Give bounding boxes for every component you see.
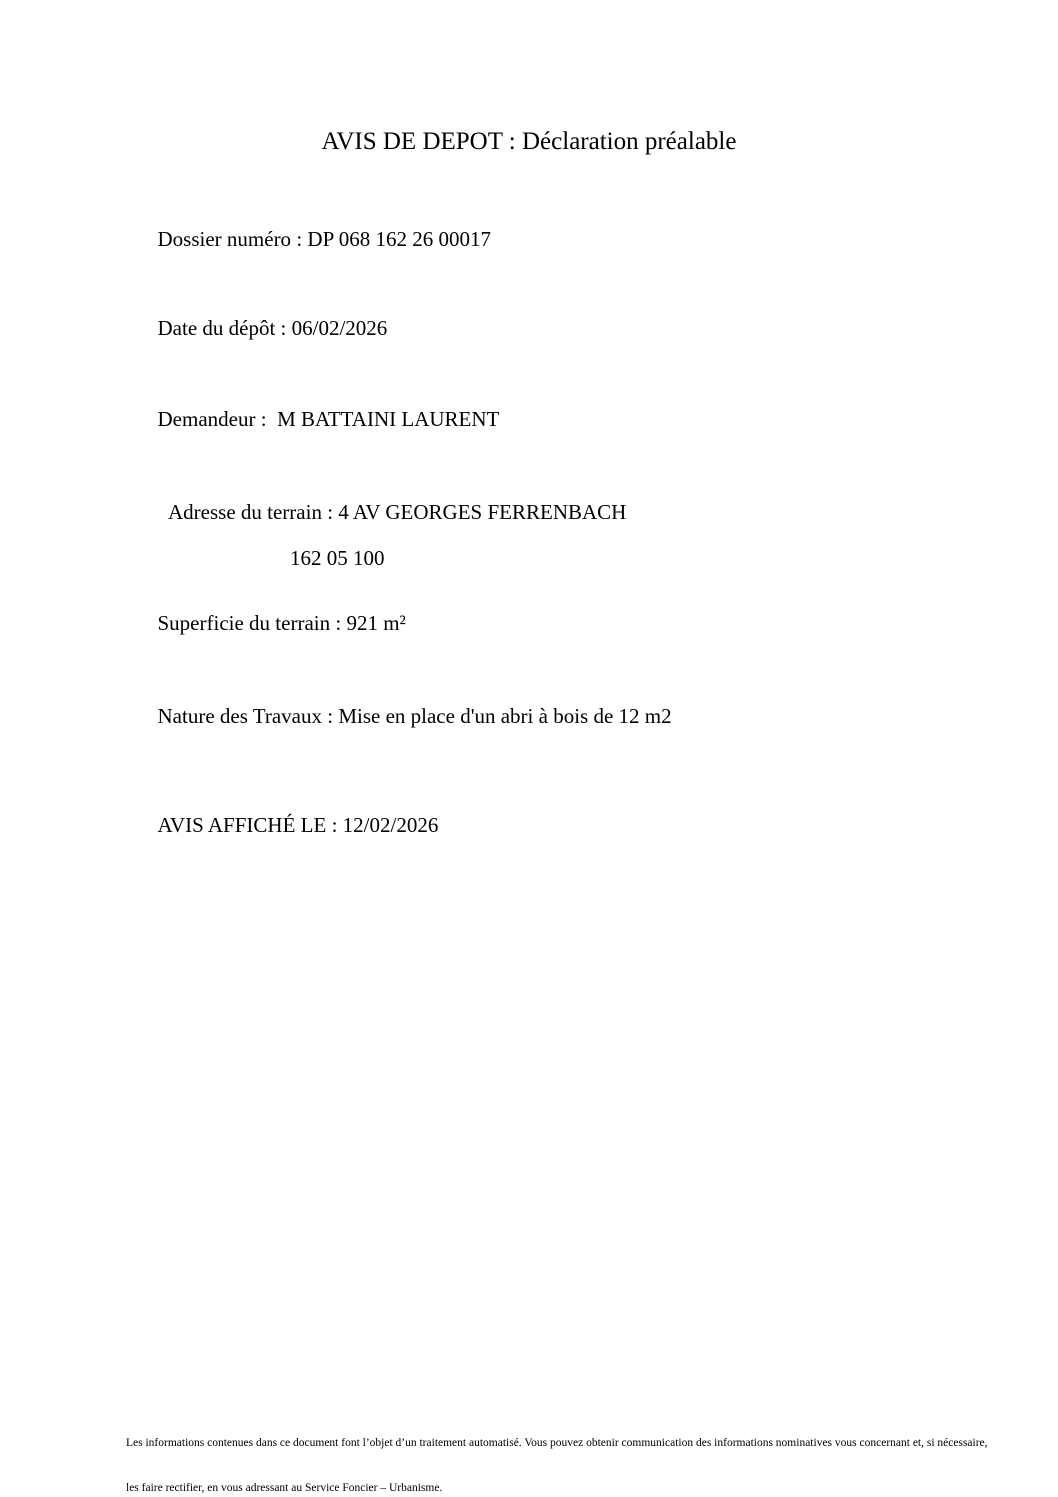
field-value: 06/02/2026 [291, 316, 388, 340]
field-value: 921 m² [346, 611, 406, 635]
field-separator: : [330, 611, 347, 635]
field-value: DP 068 162 26 00017 [307, 227, 491, 251]
field-separator: : [275, 316, 292, 340]
field-label: Date du dépôt [157, 316, 276, 340]
field-separator: : [321, 500, 339, 524]
field-adresse-terrain [126, 478, 958, 570]
document-body [126, 205, 958, 860]
address-line-1 [126, 478, 958, 547]
field-separator: : [255, 407, 278, 431]
field-value: M BATTAINI LAURENT [277, 407, 500, 431]
field-separator: : [326, 813, 343, 837]
field-avis-affiche [126, 791, 958, 860]
field-label: Demandeur [157, 407, 256, 431]
field-value: Mise en place d'un abri à bois de 12 m2 [338, 704, 672, 728]
field-demandeur [126, 385, 958, 454]
field-dossier-numero [126, 205, 958, 274]
field-value: 4 AV GEORGES FERRENBACH [338, 500, 627, 524]
field-value: 12/02/2026 [342, 813, 439, 837]
field-superficie-terrain [126, 589, 958, 658]
field-label: AVIS AFFICHÉ LE [157, 813, 327, 837]
field-date-depot [126, 294, 958, 363]
legal-footer [126, 1406, 988, 1497]
field-label: Adresse du terrain [168, 500, 322, 524]
page-title: AVIS DE DEPOT : Déclaration préalable [321, 128, 737, 155]
field-nature-travaux [126, 682, 958, 751]
field-label: Dossier numéro [157, 227, 292, 251]
address-line-2: 162 05 100 [290, 546, 385, 570]
legal-footer-line-1: Les informations contenues dans ce document font l’objet d’un traitement automatisé. Vous pouvez obtenir communication des informations nominatives vous concernant et, si nécessaire, [126, 1437, 988, 1449]
field-separator: : [321, 704, 339, 728]
field-label: Superficie du terrain [157, 611, 331, 635]
legal-footer-line-2: les faire rectifier, en vous adressant au Service Foncier – Urbanisme. [126, 1482, 443, 1494]
field-label: Nature des Travaux [157, 704, 322, 728]
field-separator: : [291, 227, 308, 251]
